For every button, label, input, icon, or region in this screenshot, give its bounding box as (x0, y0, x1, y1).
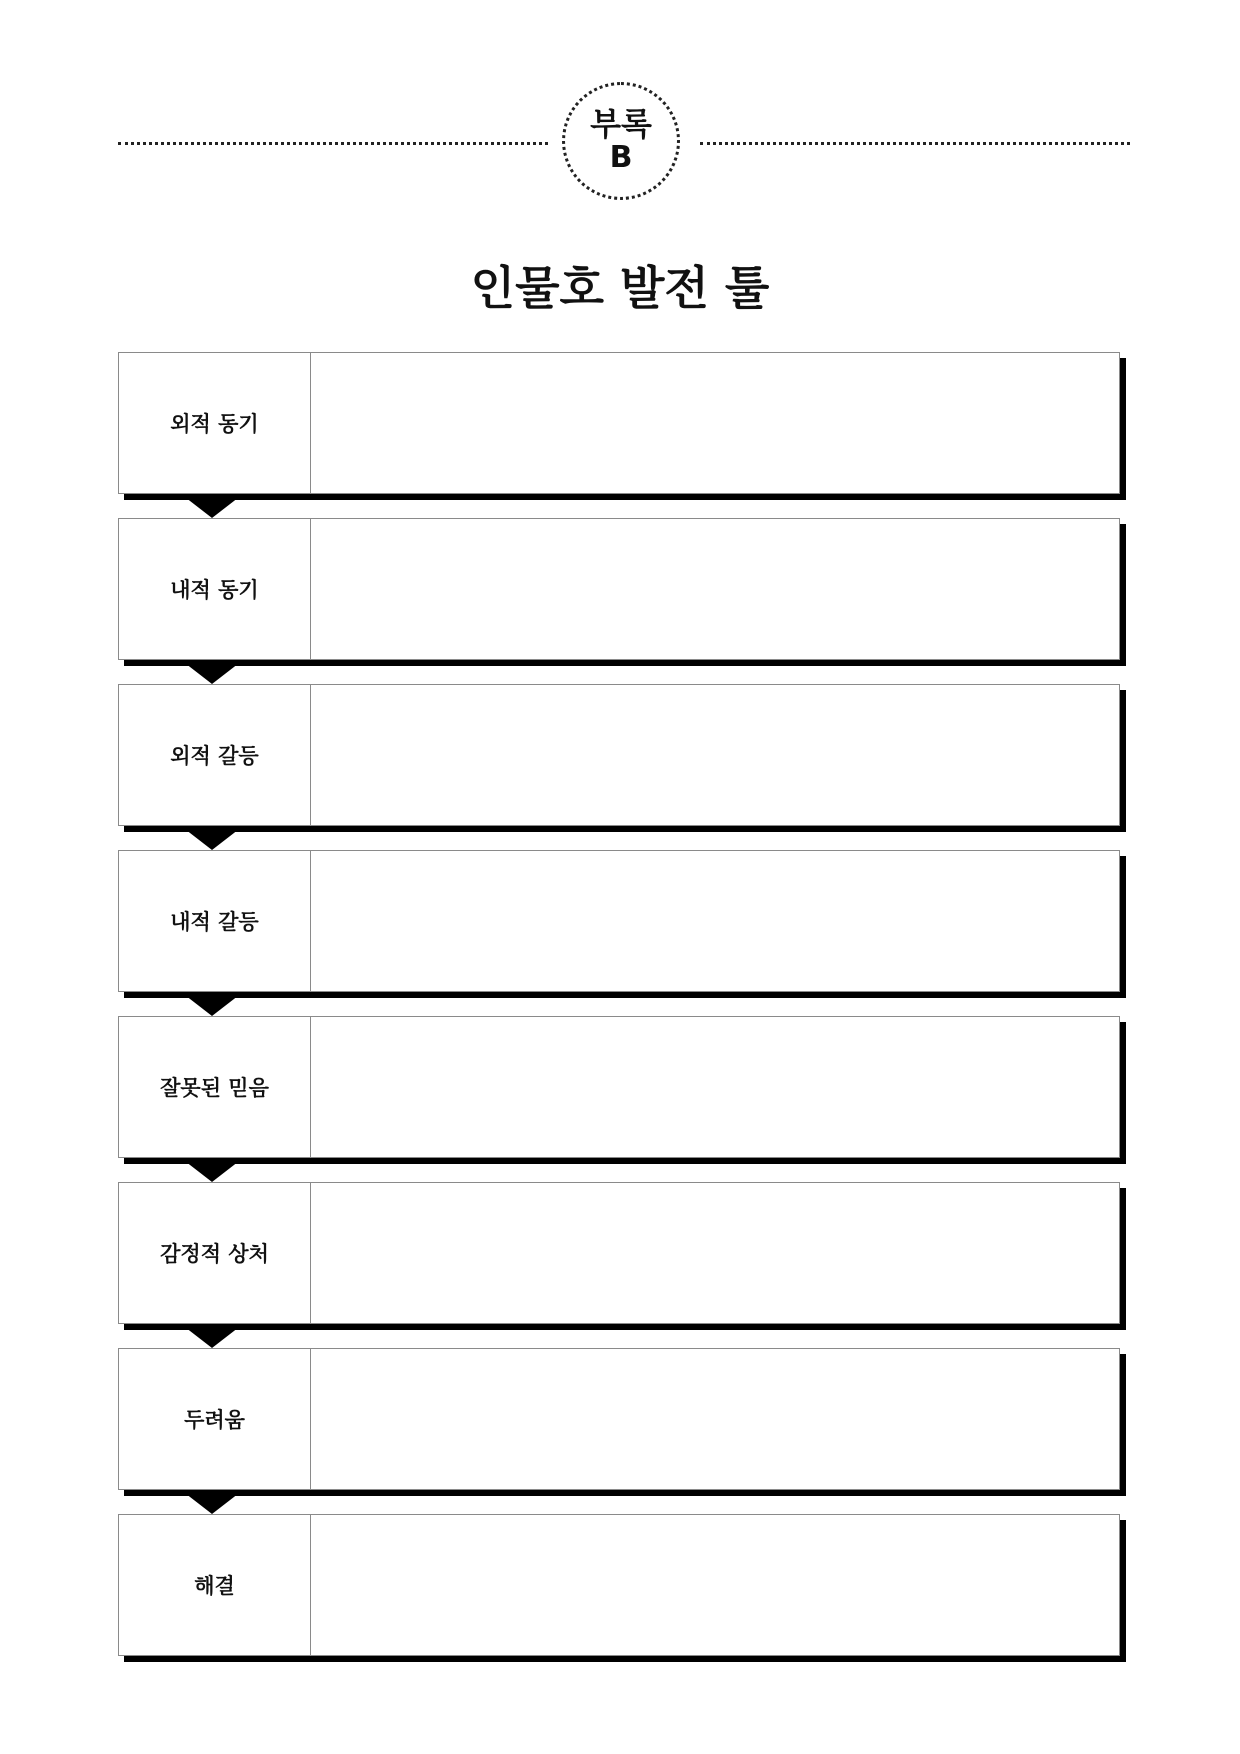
worksheet-rows (118, 352, 1126, 1656)
row-box (118, 1016, 1120, 1158)
down-arrow-icon (181, 1324, 243, 1348)
row-label: 내적 동기 (119, 519, 311, 659)
down-arrow-icon (181, 1158, 243, 1182)
worksheet-row (118, 1514, 1126, 1656)
row-answer-field[interactable] (311, 519, 1119, 659)
down-arrow-icon (181, 826, 243, 850)
row-label: 내적 갈등 (119, 851, 311, 991)
worksheet-row (118, 352, 1126, 494)
worksheet-row (118, 1348, 1126, 1490)
dotted-divider-left (118, 142, 548, 145)
row-answer-field[interactable] (311, 685, 1119, 825)
row-box (118, 1348, 1120, 1490)
worksheet-row (118, 1016, 1126, 1158)
appendix-badge-letter: B (609, 140, 633, 176)
row-label: 외적 동기 (119, 353, 311, 493)
row-label: 두려움 (119, 1349, 311, 1489)
down-arrow-icon (181, 992, 243, 1016)
down-arrow-icon (181, 494, 243, 518)
row-box (118, 1182, 1120, 1324)
row-label: 감정적 상처 (119, 1183, 311, 1323)
appendix-badge-label: 부록 (590, 105, 652, 144)
dotted-divider-right (700, 142, 1130, 145)
row-box (118, 518, 1120, 660)
row-answer-field[interactable] (311, 1183, 1119, 1323)
row-answer-field[interactable] (311, 851, 1119, 991)
row-answer-field[interactable] (311, 1349, 1119, 1489)
worksheet-row (118, 518, 1126, 660)
row-label: 잘못된 믿음 (119, 1017, 311, 1157)
row-answer-field[interactable] (311, 353, 1119, 493)
down-arrow-icon (181, 660, 243, 684)
row-box (118, 850, 1120, 992)
worksheet-row (118, 684, 1126, 826)
row-label: 외적 갈등 (119, 685, 311, 825)
row-answer-field[interactable] (311, 1017, 1119, 1157)
row-box (118, 1514, 1120, 1656)
page-title: 인물호 발전 툴 (470, 261, 770, 315)
row-label: 해결 (119, 1515, 311, 1655)
appendix-badge (562, 82, 680, 200)
row-box (118, 352, 1120, 494)
worksheet-row (118, 1182, 1126, 1324)
worksheet-row (118, 850, 1126, 992)
down-arrow-icon (181, 1490, 243, 1514)
row-answer-field[interactable] (311, 1515, 1119, 1655)
row-box (118, 684, 1120, 826)
